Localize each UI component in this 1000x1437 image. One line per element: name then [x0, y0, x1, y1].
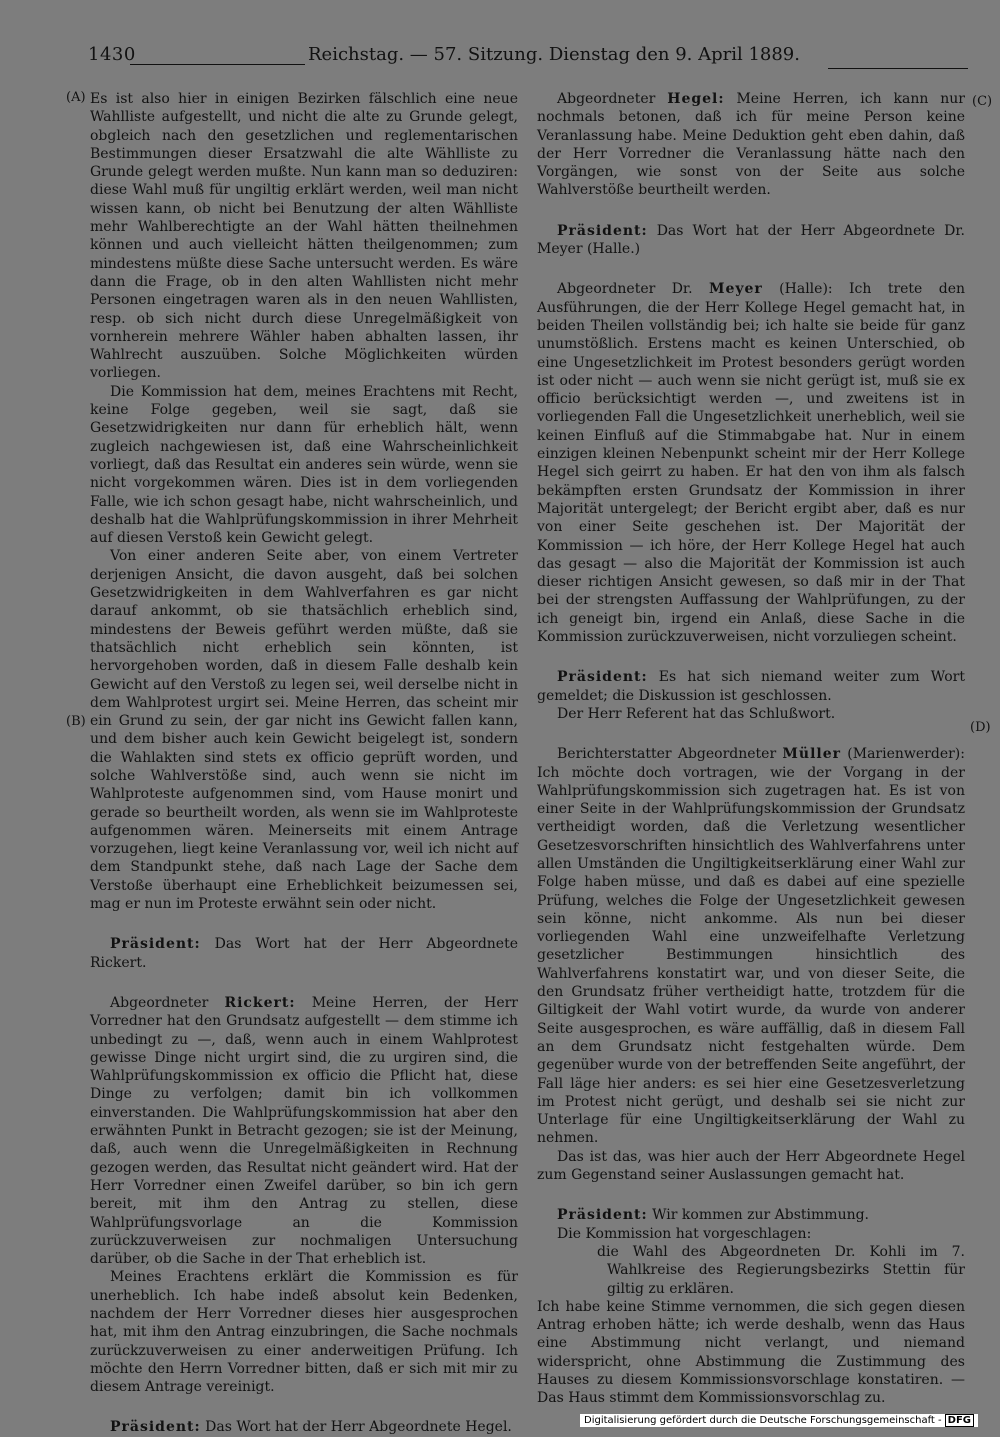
speaker-role: Abgeordneter Dr. [557, 281, 709, 298]
speaker-role: Abgeordneter [110, 994, 225, 1011]
header-rule-left [130, 64, 305, 65]
paragraph: Von einer anderen Seite aber, von einem Vertreter derjenigen Ansicht, die davon ausgeht, daß bei solchen Gesetzwidrigkeiten in dem Wahlverfahren es gar nicht darauf ankommt, ob sie thatsächlich erheblich sind, mindestens der Beweis geführt werden müßte, daß sie thatsächlich nicht erheblich sein könnten, ist hervorgehoben worden, daß in diesem Falle deshalb kein Gewicht auf den Verstoß zu legen sei, weil derselbe nicht in dem Wahlprotest urgirt sei. Meine Herren, das scheint mir ein Grund zu sein, der gar nicht ins Gewicht fallen kann, und dem bisher auch kein Gewicht beigelegt ist, sondern die Wahlakten sind stets ex officio geprüft worden, und solche Wahlverstöße sind, auch wenn sie nicht im Wahlproteste aufgenommen sind, vom Hause monirt und gerade so beurtheilt worden, als wenn sie im Wahlproteste aufgenommen wären. Meinerseits mit einem Antrage vorzugehen, liegt keine Veranlassung vor, weil ich nicht auf dem Standpunkt stehe, daß nach Lage der Sache dem Verstoße überhaupt eine Erheblichkeit beizumessen sei, mag er nun im Proteste erwähnt sein oder nicht. [90, 548, 518, 913]
statement-text: Das Wort hat der Herr Abgeordnete Hegel. [200, 1419, 512, 1436]
speech-text: (Marienwerder): Ich möchte doch vortragen, wie der Vorgang in der Wahlprüfungskommission sich zugetragen hat. Es ist von einer Seite in der Wahlprüfungskommission der Grundsatz vertheidigt worden, daß die Verletzung wesentlicher Gesetzesvorschriften hinsichtlich des Wahlverfahrens unter allen Umständen die Ungiltigkeitserklärung einer Wahl zur Folge haben müsse, und daß es dabei auf eine spezielle Prüfung, welches die Folge der Ungesetzlichkeit gewesen sein könne, nicht ankomme. Als nun bei dieser vorliegenden Wahl eine unzweifelhafte Verletzung gesetzlicher Bestimmungen hinsichtlich des Wahlverfahrens konstatirt war, und von dieser Seite, die den Grundsatz früher vertheidigt hatte, trotzdem für die Giltigkeit der Wahl votirt wurde, da wurde von anderer Seite ausgesprochen, es wäre auffällig, daß in diesem Fall an dem Grundsatz nicht festgehalten würde. Dem gegenüber wurde von der betreffenden Seite angeführt, der Fall läge hier anders: es sei hier eine Gesetzesverletzung im Protest nicht gerügt, und deshalb sei sie nicht zur Unterlage für eine Ungiltigkeitserklärung der Wahl zu nehmen. [537, 746, 966, 1147]
margin-letter-c: (C) [972, 94, 993, 109]
speaker-role: Berichterstatter Abgeordneter [557, 746, 783, 763]
speaker-name: Präsident: [110, 1419, 201, 1436]
proposal-quote: die Wahl des Abgeordneten Dr. Kohli im 7. Wahlkreise des Regierungsbezirks Stettin für giltig zu erklären. [597, 1243, 965, 1297]
speech-text: Meine Herren, ich kann nur nochmals betonen, daß ich für meine Person keine Veranlassung habe. Meine Deduktion geht eben dahin, daß der Herr Vorredner die Veranlassung hätte nach den Vorgängen, wie sonst von der Seite aus solche Wahlverstöße beurtheilt werden. [537, 91, 965, 199]
paragraph: Ich habe keine Stimme vernommen, die sich gegen diesen Antrag erhoben hätte; ich werde deshalb, wenn das Haus eine Abstimmung nicht verlangt, und niemand widerspricht, ohne Abstimmung die Zustimmung des Hauses zu diesem Kommissionsvorschlage konstatiren. — Das Haus stimmt dem Kommissionsvorschlag zu. [537, 1298, 965, 1407]
speaker-name: Müller [782, 746, 842, 763]
paragraph: Der Herr Referent hat das Schlußwort. [557, 705, 836, 722]
speaker-name: Hegel: [667, 91, 725, 107]
paragraph: Die Kommission hat dem, meines Erachtens mit Recht, keine Folge gegeben, weil sie sagt, daß sie Gesetzwidrigkeiten nur dann für erheblich hält, wenn zugleich nachgewiesen ist, daß eine Wahrscheinlichkeit vorliegt, daß das Resultat ein anderes sein würde, wenn sie nicht vorgekommen wären. Dies ist in dem vorliegenden Falle, wie ich schon gesagt habe, nicht wahrscheinlich, und deshalb hat die Wahlprüfungskommission in ihrer Mehrheit auf diesen Verstoß kein Gewicht gelegt. [90, 383, 518, 547]
speaker-name: Präsident: [557, 222, 648, 239]
speaker-name: Rickert: [224, 994, 296, 1011]
speaker-name: Präsident: [110, 936, 201, 953]
president-statement [537, 1206, 965, 1224]
speech-text: Meine Herren, der Herr Vorredner hat den Grundsatz aufgestellt — dem stimme ich unbedingt zu —, daß, wenn auch in einem Wahlprotest gewisse Dinge nicht urgirt sind, die zu urgiren sind, die Wahlprüfungskommission ex officio die Pflicht hat, diese Dinge zu verfolgen; damit bin ich vollkommen einverstanden. Die Wahlprüfungskommission hat aber den erwähnten Punkt in Betracht gezogen; sie ist der Meinung, daß, auch wenn die Unregelmäßigkeiten in Rechnung gezogen werden, das Resultat nicht geändert wird. Hat der Herr Vorredner einen Zweifel darüber, so bin ich gern bereit, mit ihm den Antrag zu stellen, diese Wahlprüfungsvorlage an die Kommission zurückzuverweisen zur nochmaligen Untersuchung darüber, ob die Sache in der That erheblich ist. [90, 994, 518, 1268]
paragraph: Es ist also hier in einigen Bezirken fälschlich eine neue Wahlliste aufgestellt, und nicht die alte zu Grunde gelegt, obgleich nach den gesetzlichen und reglementarischen Bestimmungen dieser Ersatzwahl die alte Wählliste zu Grunde gelegt werden mußte. Nun kann man so deduziren: diese Wahl muß für ungiltig erklärt werden, weil man nicht wissen kann, ob nicht bei Benutzung der alten Wählliste mehr Wahlberechtigte an der Wahl hätten theilnehmen können und auch vielleicht hätten theilgenommen; zum mindestens müßte diese Sache untersucht werden. Es wäre dann die Frage, ob in den alten Wahllisten nicht mehr Personen eingetragen waren als in den neuen Wahllisten, resp. ob sich nicht durch diese Unregelmäßigkeit von vornherein mehrere Wähler haben abhalten lassen, ihr Wahlrecht auszuüben. Solche Möglichkeiten würden vorliegen. [90, 91, 518, 382]
statement-text: Es hat sich niemand weiter zum Wort gemeldet; die Diskussion ist geschlossen. [537, 669, 965, 704]
page-title: Reichstag. — 57. Sitzung. Dienstag den 9. April 1889. [308, 44, 800, 65]
statement-text: Das Wort hat der Herr Abgeordnete Dr. Meyer (Halle.) [537, 222, 965, 258]
paragraph: Das ist das, was hier auch der Herr Abgeordnete Hegel zum Gegenstand seiner Auslassungen gemacht hat. [537, 1148, 965, 1184]
president-statement [90, 935, 518, 972]
paragraph: Die Kommission hat vorgeschlagen: [557, 1225, 812, 1242]
margin-letter-a: (A) [66, 90, 86, 105]
president-statement [537, 668, 965, 705]
page-number: 1430 [88, 44, 136, 65]
right-column [537, 90, 965, 1408]
speaker-name: Präsident: [557, 1207, 648, 1224]
footer-text: Digitalisierung gefördert durch die Deutsche Forschungsgemeinschaft - [584, 1415, 942, 1426]
funding-footer [580, 1414, 978, 1427]
speech-meyer [537, 280, 965, 646]
president-statement [90, 1418, 518, 1436]
header-rule-right [828, 68, 968, 69]
president-statement [537, 222, 965, 259]
speech-mueller [537, 745, 965, 1148]
statement-text: Das Wort hat der Herr Abgeordnete Rickert. [90, 936, 518, 971]
paragraph: Meines Erachtens erklärt die Kommission es für unerheblich. Ich habe indeß absolut kein Bedenken, nachdem der Herr Vorredner dieses hier ausgesprochen hat, mit ihm den Antrag einzubringen, die Sache nochmals zurückzuverweisen zu einer anderweitigen Prüfung. Ich möchte den Herrn Vorredner bitten, daß er sich mit mir zu diesem Antrage vereinigt. [90, 1269, 518, 1396]
dfg-logo: DFG [945, 1414, 974, 1427]
speech-rickert [90, 994, 518, 1268]
margin-letter-b: (B) [66, 714, 86, 729]
speaker-name: Meyer [708, 281, 763, 298]
speaker-name: Präsident: [557, 669, 648, 686]
speaker-role: Abgeordneter [557, 91, 668, 107]
left-column [90, 90, 518, 1437]
speech-text: (Halle): Ich trete den Ausführungen, die der Herr Kollege Hegel gemacht hat, in beiden Theilen vollständig bei; ich halte sie beide für ganz unumstößlich. Erstens macht es keinen Unterschied, ob eine Ungesetzlichkeit im Protest besonders gerügt worden ist oder nicht — auch wenn sie nicht gerügt ist, muß sie ex officio berücksichtigt werden —, und zweitens ist in vorliegenden Fall die Ungesetzlichkeit unerheblich, weil sie keinen Einfluß auf die Stimmabgabe hat. Nur in einem einzigen kleinen Nebenpunkt scheint mir der Herr Kollege Hegel sich geirrt zu haben. Er hat den von ihm als falsch bekämpften ersten Grundsatz der Kommission in ihrer Majorität untergelegt; der Bericht ergibt aber, daß es nur von einer Seite geschehen ist. Der Majorität der Kommission — ich höre, der Herr Kollege Hegel hat auch das gesagt — also die Majorität der Kommission ist auch dieser richtigen Ansicht gewesen, so daß mir in der That bei der strengsten Auffassung der Wahlprüfungen, zu der ich geneigt bin, irgend ein Anlaß, diese Sache in die Kommission zurückzuverweisen, nicht vorzuliegen scheint. [537, 281, 965, 646]
margin-letter-d: (D) [970, 720, 991, 735]
page-header [88, 44, 968, 74]
speech-hegel [537, 90, 965, 200]
statement-text: Wir kommen zur Abstimmung. [647, 1207, 870, 1224]
